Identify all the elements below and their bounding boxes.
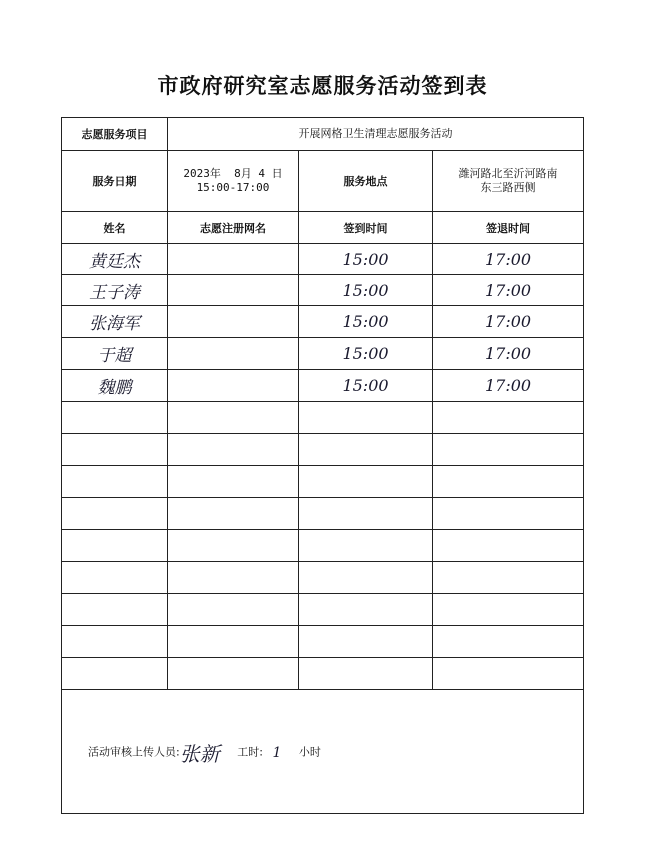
row-sign-out: 17:00	[484, 280, 532, 300]
row-name-cell	[62, 626, 168, 658]
table-row	[62, 530, 584, 562]
uploader-label: 活动审核上传人员:	[88, 745, 180, 759]
row-name-cell	[62, 658, 168, 690]
row-sign-in: 15:00	[342, 344, 389, 363]
row-sign-out-cell	[433, 498, 584, 530]
row-sign-in-cell	[299, 306, 433, 338]
row-name: 魏鹏	[97, 378, 132, 398]
row-name-cell	[62, 370, 168, 402]
row-sign-in: 15:00	[342, 312, 389, 331]
row-sign-out-cell	[433, 244, 584, 275]
date-location-row	[62, 151, 584, 212]
row-sign-out-cell	[433, 370, 584, 402]
row-volunteer-id-cell	[168, 338, 299, 370]
column-header-name: 姓名	[62, 212, 168, 244]
row-name-cell	[62, 466, 168, 498]
footer-cell	[62, 690, 584, 814]
column-header-volunteer-id: 志愿注册网名	[168, 212, 299, 244]
row-sign-out-cell	[433, 466, 584, 498]
row-name-cell	[62, 244, 168, 275]
row-sign-out-cell	[433, 338, 584, 370]
row-sign-out-cell	[433, 402, 584, 434]
table-row	[62, 594, 584, 626]
service-date-value	[168, 151, 299, 212]
row-sign-in-cell	[299, 626, 433, 658]
row-name-cell	[62, 402, 168, 434]
sign-in-table	[61, 117, 584, 814]
row-volunteer-id-cell	[168, 594, 299, 626]
row-volunteer-id-cell	[168, 658, 299, 690]
table-row	[62, 434, 584, 466]
table-row	[62, 658, 584, 690]
service-location-value	[433, 151, 584, 212]
table-row	[62, 338, 584, 370]
table-row	[62, 306, 584, 338]
service-date-line1: 2023年 8月 4 日	[183, 167, 283, 180]
hours-unit: 小时	[298, 745, 321, 759]
row-name-cell	[62, 594, 168, 626]
page-title: 市政府研究室志愿服务活动签到表	[157, 74, 488, 98]
row-name-cell	[62, 338, 168, 370]
row-sign-out-cell	[433, 275, 584, 306]
row-name-cell	[62, 275, 168, 306]
table-row	[62, 466, 584, 498]
uploader-signature: 张新	[179, 742, 220, 766]
project-row	[62, 118, 584, 151]
column-header-row	[62, 212, 584, 244]
column-header-sign-in: 签到时间	[299, 212, 433, 244]
hours-label: 工时:	[237, 745, 263, 759]
row-name-cell	[62, 562, 168, 594]
row-sign-in-cell	[299, 338, 433, 370]
service-location-line1: 潍河路北至沂河路南	[458, 167, 558, 180]
table-row	[62, 275, 584, 306]
row-sign-in-cell	[299, 562, 433, 594]
row-volunteer-id-cell	[168, 466, 299, 498]
row-sign-out: 17:00	[484, 344, 532, 363]
row-sign-in-cell	[299, 370, 433, 402]
row-sign-in-cell	[299, 658, 433, 690]
row-volunteer-id-cell	[168, 244, 299, 275]
row-volunteer-id-cell	[168, 306, 299, 338]
table-row	[62, 402, 584, 434]
row-volunteer-id-cell	[168, 402, 299, 434]
row-sign-in: 15:00	[342, 376, 389, 395]
row-sign-out-cell	[433, 306, 584, 338]
row-volunteer-id-cell	[168, 498, 299, 530]
row-sign-out-cell	[433, 594, 584, 626]
project-label: 志愿服务项目	[62, 118, 168, 151]
footer-row	[62, 690, 584, 814]
table-row	[62, 562, 584, 594]
service-location-label: 服务地点	[299, 151, 433, 212]
table-row	[62, 626, 584, 658]
row-sign-in-cell	[299, 244, 433, 275]
service-date-line2: 15:00-17:00	[196, 181, 270, 194]
row-sign-out-cell	[433, 530, 584, 562]
row-volunteer-id-cell	[168, 562, 299, 594]
row-sign-in-cell	[299, 530, 433, 562]
row-name-cell	[62, 498, 168, 530]
project-value: 开展网格卫生清理志愿服务活动	[168, 118, 584, 151]
table-body	[62, 244, 584, 690]
row-sign-in-cell	[299, 466, 433, 498]
row-sign-in-cell	[299, 402, 433, 434]
row-name-cell	[62, 434, 168, 466]
row-sign-out-cell	[433, 562, 584, 594]
row-sign-out: 17:00	[484, 249, 532, 269]
row-sign-out-cell	[433, 434, 584, 466]
row-sign-in-cell	[299, 275, 433, 306]
row-name: 黄廷杰	[89, 251, 140, 272]
table-row	[62, 498, 584, 530]
row-sign-out: 17:00	[484, 312, 532, 331]
row-sign-out-cell	[433, 658, 584, 690]
table-row	[62, 244, 584, 275]
row-name: 于超	[97, 346, 132, 366]
row-name-cell	[62, 530, 168, 562]
row-sign-in: 15:00	[342, 249, 389, 269]
row-sign-in-cell	[299, 498, 433, 530]
column-header-sign-out: 签退时间	[433, 212, 584, 244]
table-row	[62, 370, 584, 402]
service-location-line2: 东三路西侧	[480, 181, 536, 194]
row-name-cell	[62, 306, 168, 338]
row-name: 张海军	[89, 314, 140, 334]
row-name: 王子涛	[89, 282, 140, 303]
row-volunteer-id-cell	[168, 370, 299, 402]
row-sign-in-cell	[299, 434, 433, 466]
row-volunteer-id-cell	[168, 275, 299, 306]
service-date-label: 服务日期	[62, 151, 168, 212]
row-volunteer-id-cell	[168, 530, 299, 562]
row-sign-out: 17:00	[484, 376, 532, 395]
row-volunteer-id-cell	[168, 434, 299, 466]
row-sign-in-cell	[299, 594, 433, 626]
row-sign-in: 15:00	[342, 280, 389, 300]
hours-value: 1	[272, 744, 282, 761]
row-sign-out-cell	[433, 626, 584, 658]
footer-line	[88, 738, 321, 767]
row-volunteer-id-cell	[168, 626, 299, 658]
